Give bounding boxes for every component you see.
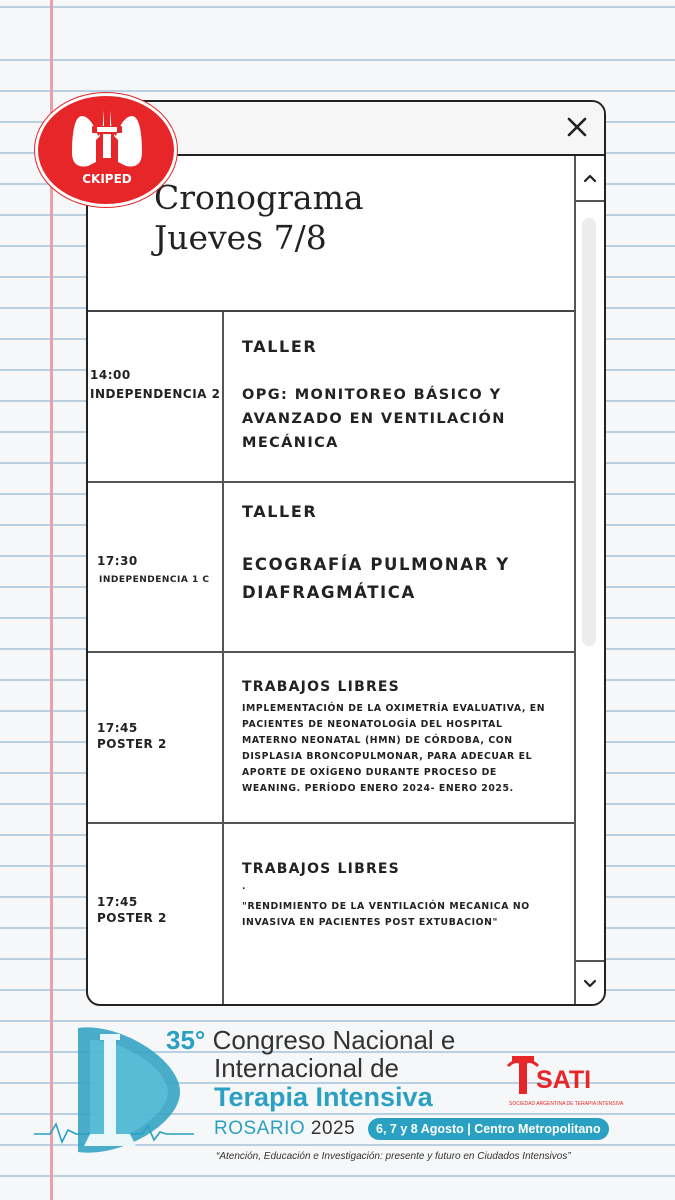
page-title	[154, 178, 364, 258]
lungs-icon	[38, 96, 176, 206]
scroll-down-button[interactable]	[576, 960, 604, 1006]
close-icon	[564, 114, 590, 140]
time-cell	[88, 653, 224, 824]
time-label: 17:45	[97, 721, 138, 735]
location-label: POSTER 2	[97, 737, 167, 751]
time-label: 17:30	[97, 554, 138, 568]
session-title: IMPLEMENTACIÓN DE LA OXIMETRÍA EVALUATIVA, EN PACIENTES DE NEONATOLOGÍA DEL HOSPITAL MATERNO NEONATAL (HMN) DE CÓRDOBA, CON DISPLASIA BRONCOPULMONAR, PARA ADECUAR EL APORTE DE OXÍGENO DURANTE PROCESO DE WEANING. PERÍODO ENERO 2024- ENERO 2025.	[242, 703, 546, 794]
schedule-row	[88, 824, 576, 1006]
dates-badge: 6, 7 y 8 Agosto | Centro Metropolitano	[368, 1118, 609, 1140]
category-label: TALLER	[242, 337, 318, 356]
logo-text: CKIPED	[82, 172, 132, 186]
congress-slogan: “Atención, Educación e Investigación: presente y futuro en Ciudados Intensivos”	[216, 1151, 571, 1162]
congress-title-a: Congreso Nacional e	[212, 1025, 456, 1055]
session-title: "RENDIMIENTO DE LA VENTILACIÓN MECANICA NO INVASIVA EN PACIENTES POST EXTUBACION"	[242, 901, 530, 928]
congress-title-line-1	[166, 1026, 455, 1054]
title-line-1: Cronograma	[154, 178, 364, 217]
category-label: TALLER	[242, 502, 318, 521]
location-label: POSTER 2	[97, 911, 167, 925]
time-label: 17:45	[97, 895, 138, 909]
category-label: TRABAJOS LIBRES	[242, 861, 400, 877]
schedule-row	[88, 653, 576, 824]
scrollbar[interactable]	[574, 156, 604, 1006]
scrollbar-thumb[interactable]	[582, 218, 596, 646]
schedule-row	[88, 312, 576, 483]
city-year	[214, 1118, 355, 1140]
session-title: OPG: MONITOREO BÁSICO Y AVANZADO EN VENTILACIÓN MECÁNICA	[242, 387, 506, 451]
schedule-row	[88, 483, 576, 653]
schedule-content	[88, 156, 576, 1006]
sati-subtitle: SOCIEDAD ARGENTINA DE TERAPIA INTENSIVA	[509, 1101, 624, 1107]
time-label: 14:00	[90, 368, 131, 382]
time-cell	[88, 483, 224, 653]
bullet-dot: .	[242, 882, 246, 892]
congress-title-line-2: Internacional de	[214, 1053, 400, 1083]
chevron-up-icon	[576, 156, 604, 200]
location-label: INDEPENDENCIA 2	[90, 387, 221, 401]
congress-title-line-3: Terapia Intensiva	[214, 1082, 433, 1112]
edition-number: 35°	[166, 1025, 206, 1055]
time-cell	[88, 824, 224, 1006]
scroll-up-button[interactable]	[576, 156, 604, 202]
location-label: INDEPENDENCIA 1 C	[99, 575, 210, 585]
congress-year: 2025	[310, 1118, 356, 1139]
sati-wordmark: SATI	[536, 1066, 592, 1094]
chevron-down-icon	[576, 962, 604, 1006]
title-line-2: Jueves 7/8	[154, 218, 327, 257]
time-cell	[88, 312, 224, 483]
schedule-window	[86, 100, 606, 1006]
city-name: ROSARIO	[214, 1118, 306, 1139]
session-title: ECOGRAFÍA PULMONAR Y DIAFRAGMÁTICA	[242, 555, 510, 602]
category-label: TRABAJOS LIBRES	[242, 679, 400, 695]
ckiped-logo	[38, 96, 176, 206]
close-button[interactable]	[564, 114, 590, 140]
